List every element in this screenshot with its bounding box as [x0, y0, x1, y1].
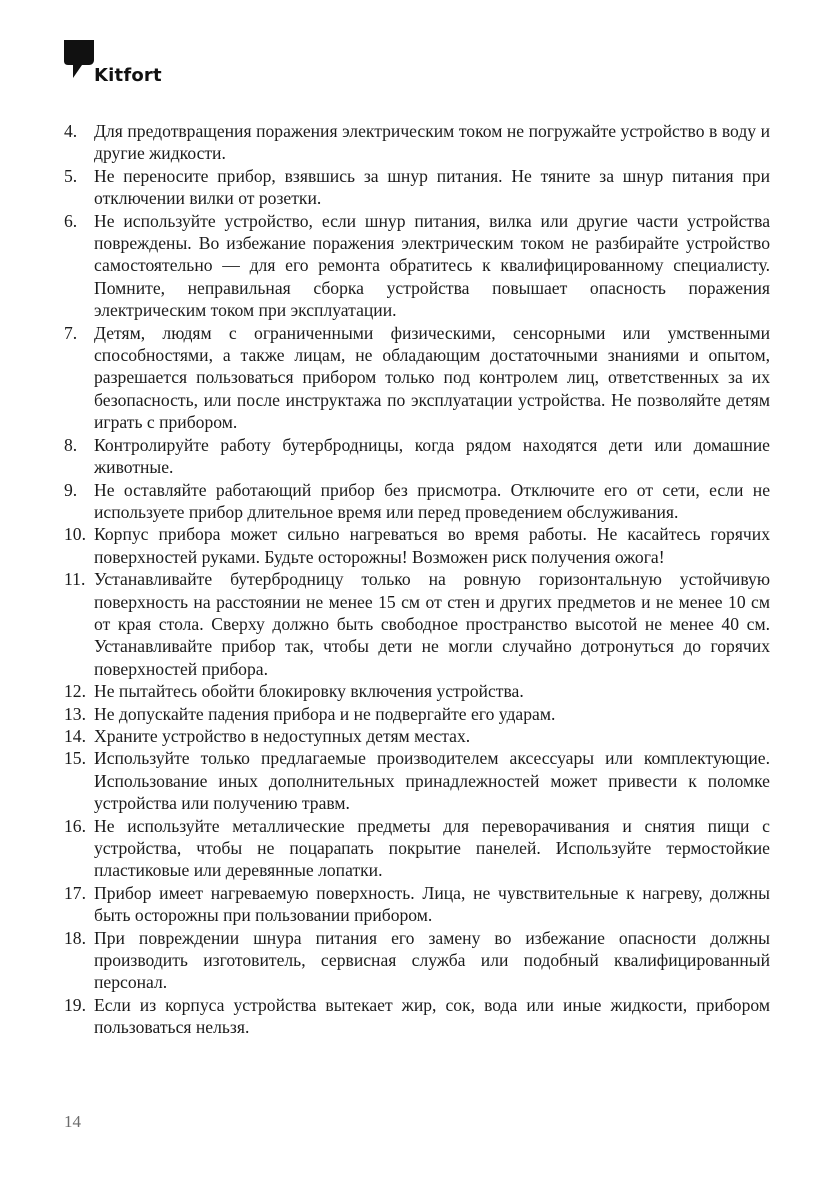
- rule-text: Контролируйте работу бутербродницы, когда рядом находятся дети или домашние животные.: [94, 434, 770, 478]
- rule-number: 18.: [64, 927, 86, 948]
- rule-number: 5.: [64, 165, 78, 186]
- rule-number: 8.: [64, 434, 78, 455]
- list-item: [64, 703, 770, 725]
- rule-text: Устанавливайте бутербродницу только на ровную горизонтальную устойчивую поверхность на расстоянии не менее 15 см от стен и других предметов и не менее 10 см от края стола. Сверху должно быть свободное пространство высотой не менее 40 см. Устанавливайте прибор так, чтобы дети не могли случайно дотронуться до горячих поверхностей прибора.: [94, 569, 770, 679]
- rule-number: 10.: [64, 524, 86, 545]
- rule-text: Если из корпуса устройства вытекает жир, сок, вода или иные жидкости, прибором пользоваться нельзя.: [94, 994, 770, 1038]
- rule-text: При повреждении шнура питания его замену во избежание опасности должны производить изготовитель, сервисная служба или подобный квалифицированный персонал.: [94, 927, 770, 993]
- rule-text: Используйте только предлагаемые производителем аксессуары или комплектующие. Использование иных дополнительных принадлежностей может привести к поломке устройства или получению травм.: [94, 748, 770, 814]
- list-item: [64, 815, 770, 882]
- list-item: [64, 882, 770, 927]
- list-item: [64, 479, 770, 524]
- rule-number: 14.: [64, 725, 86, 746]
- rules-list: [64, 120, 770, 1039]
- list-item: [64, 568, 770, 680]
- page-number: 14: [64, 1112, 81, 1131]
- brand-name: Kitfort: [94, 65, 162, 86]
- rule-number: 11.: [64, 569, 86, 590]
- rule-text: Прибор имеет нагреваемую поверхность. Лица, не чувствительные к нагреву, должны быть осторожны при пользовании прибором.: [94, 882, 770, 926]
- list-item: [64, 523, 770, 568]
- rule-text: Детям, людям с ограниченными физическими, сенсорными или умственными способностями, а также лицам, не обладающим достаточными знаниями и опытом, разрешается пользоваться прибором только под контролем лиц, ответственных за их безопасность, или после инструктажа по эксплуатации устройства. Не позволяйте детям играть с прибором.: [94, 322, 770, 433]
- rule-text: Не пытайтесь обойти блокировку включения устройства.: [94, 681, 524, 702]
- rule-number: 19.: [64, 994, 86, 1015]
- list-item: [64, 210, 770, 322]
- rule-number: 17.: [64, 882, 86, 903]
- rule-number: 15.: [64, 748, 86, 769]
- list-item: [64, 120, 770, 165]
- list-item: [64, 725, 770, 747]
- rule-text: Не допускайте падения прибора и не подвергайте его ударам.: [94, 703, 556, 724]
- list-item: [64, 165, 770, 210]
- rule-text: Не переносите прибор, взявшись за шнур питания. Не тяните за шнур питания при отключении вилки от розетки.: [94, 165, 770, 209]
- rule-number: 6.: [64, 210, 78, 231]
- rule-number: 7.: [64, 322, 78, 343]
- rule-number: 12.: [64, 681, 86, 702]
- list-item: [64, 680, 770, 702]
- rule-text: Не используйте устройство, если шнур питания, вилка или другие части устройства повреждены. Во избежание поражения электрическим током не разбирайте устройство самостоятельно — для его ремонта обратитесь к квалифицированному специалисту. Помните, неправильная сборка устройства повышает опасность поражения электрическим током при эксплуатации.: [94, 210, 770, 321]
- rule-text: Не используйте металлические предметы для переворачивания и снятия пищи с устройства, чтобы не поцарапать покрытие панелей. Используйте термостойкие пластиковые или деревянные лопатки.: [94, 815, 770, 881]
- rule-number: 9.: [64, 479, 78, 500]
- rule-text: Не оставляйте работающий прибор без присмотра. Отключите его от сети, если не используете прибор длительное время или перед проведением обслуживания.: [94, 479, 770, 522]
- brand-logo: [64, 40, 184, 90]
- rule-number: 16.: [64, 815, 86, 836]
- rule-number: 13.: [64, 703, 86, 724]
- rule-text: Храните устройство в недоступных детям местах.: [94, 725, 471, 746]
- list-item: [64, 322, 770, 434]
- list-item: [64, 747, 770, 814]
- rule-number: 4.: [64, 121, 78, 141]
- list-item: [64, 994, 770, 1039]
- list-item: [64, 434, 770, 479]
- list-item: [64, 927, 770, 994]
- kitfort-logo-icon: [64, 40, 98, 86]
- safety-instructions: [64, 120, 770, 1039]
- rule-text: Для предотвращения поражения электрическим током не погружайте устройство в воду и другие жидкости.: [94, 121, 770, 164]
- rule-text: Корпус прибора может сильно нагреваться во время работы. Не касайтесь горячих поверхностей руками. Будьте осторожны! Возможен риск получения ожога!: [94, 524, 770, 567]
